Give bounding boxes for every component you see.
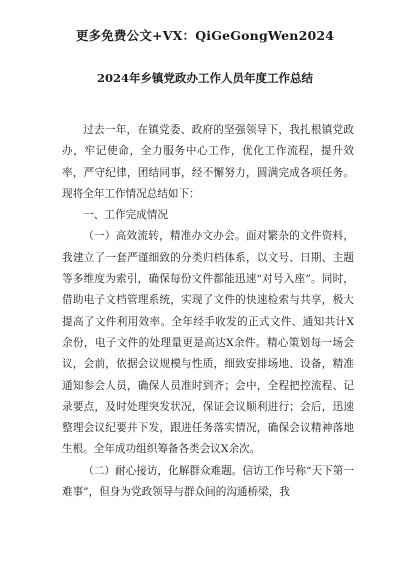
work-item-paragraph: （一）高效流转，精准办文办会。面对繁杂的文件资料，我建立了一套严谨细致的分类归档体系，以文号、日期、主题等多维度为索引，确保每份文件都能迅速“对号入座”。同时，借助电子文档管理系统，实现了文件的快速检索与共享，极大提高了文件利用效率。全年经手收发的正式文件、通知共计X余份，电子文件的处理量更是高达X余件。精心策划每一场会议，会前，依据会议规模与性质，细致安排场地、设备，精准通知参会人员，确保人员准时到齐；会中，全程把控流程、记录要点，及时处理突发状况，保证会议顺利进行；会后，迅速整理会议纪要并下发，跟进任务落实情况，确保会议精神落地生根。全年成功组织筹备各类会议X余次。	[62, 230, 354, 456]
document-body	[62, 120, 354, 503]
document-title: 2024年乡镇党政办工作人员年度工作总结	[96, 71, 313, 85]
promo-banner: 更多免费公文+VX：QiGeGongWen2024	[75, 28, 335, 43]
intro-paragraph: 过去一年，在镇党委、政府的坚强领导下，我扎根镇党政办，牢记使命，全力服务中心工作，优化工作流程，提升效率，严守纪律，团结同事，经不懈努力，圆满完成各项任务。现将全年工作情况总结如下：	[62, 124, 354, 200]
work-item-paragraph: （二）耐心接访，化解群众难题。信访工作号称“天下第一难事”，但身为党政领导与群众间的沟通桥梁，我	[62, 464, 354, 499]
section-heading: 一、工作完成情况	[83, 209, 168, 222]
